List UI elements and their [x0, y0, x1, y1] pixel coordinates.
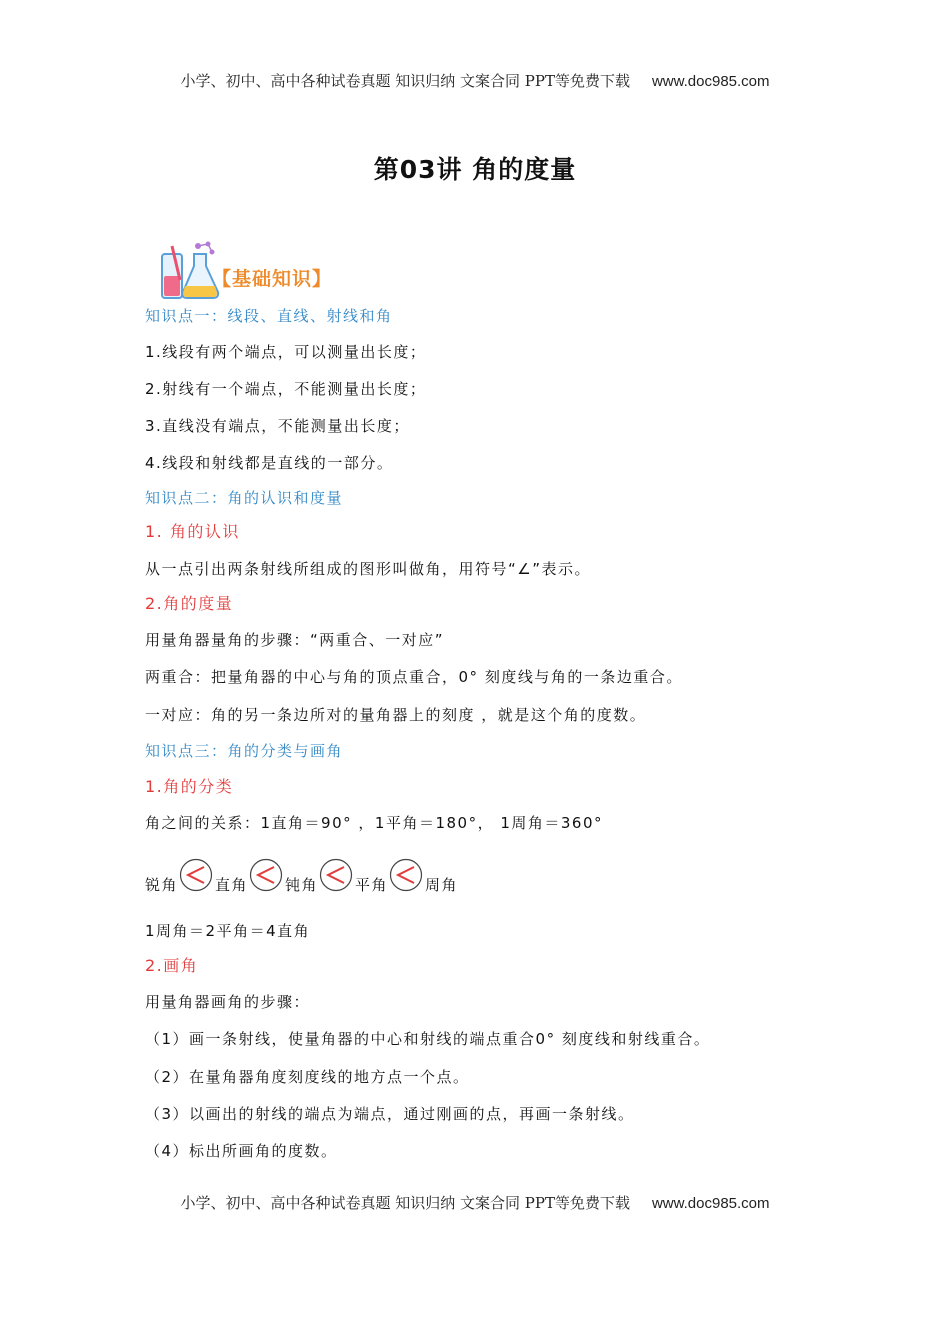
draw-step: （4）标出所画角的度数。: [145, 1142, 338, 1160]
measure-steps: 用量角器量角的步骤：“两重合、一对应”: [145, 631, 445, 649]
k2-sub2: 2.角的度量: [145, 594, 234, 613]
two-coincide: 两重合：把量角器的中心与角的顶点重合，0° 刻度线与角的一条边重合。: [145, 668, 683, 686]
k1-item: 3.直线没有端点，不能测量出长度；: [145, 417, 410, 435]
basic-knowledge-header: [158, 240, 398, 302]
footer-banner: [0, 1192, 950, 1213]
less-than-icon: [249, 858, 283, 892]
angle-straight: 平角: [355, 876, 389, 894]
k2-heading: 知识点二：角的认识和度量: [145, 489, 344, 507]
angle-definition: 从一点引出两条射线所组成的图形叫做角，用符号“∠”表示。: [145, 560, 591, 578]
less-than-icon: [179, 858, 213, 892]
page-title: 第03讲 角的度量: [373, 155, 577, 184]
basic-knowledge-label: 【基础知识】: [212, 268, 333, 290]
banner-text: 小学、初中、高中各种试卷真题 知识归纳 文案合同 PPT等免费下载: [180, 72, 630, 90]
header-banner: [0, 70, 950, 91]
k3-sub2: 2.画角: [145, 956, 199, 975]
k3-heading: 知识点三：角的分类与画角: [145, 742, 344, 760]
k3-sub1: 1.角的分类: [145, 777, 234, 796]
k2-sub1: 1. 角的认识: [145, 522, 240, 541]
angle-order-row: [145, 858, 545, 898]
k1-item: 2.射线有一个端点，不能测量出长度；: [145, 380, 427, 398]
k1-heading: 知识点一：线段、直线、射线和角: [145, 307, 393, 325]
draw-intro: 用量角器画角的步骤：: [145, 993, 311, 1011]
angle-equality: 1周角＝2平角＝4直角: [145, 922, 311, 940]
banner-text: 小学、初中、高中各种试卷真题 知识归纳 文案合同 PPT等免费下载: [180, 1194, 630, 1212]
k1-item: 4.线段和射线都是直线的一部分。: [145, 454, 394, 472]
angle-relation: 角之间的关系：1直角＝90° ，1平角＝180°， 1周角＝360°: [145, 814, 604, 832]
angle-obtuse: 钝角: [285, 876, 319, 894]
k1-item: 1.线段有两个端点，可以测量出长度；: [145, 343, 427, 361]
draw-step: （2）在量角器角度刻度线的地方点一个点。: [145, 1068, 470, 1086]
angle-right: 直角: [215, 876, 249, 894]
less-than-icon: [389, 858, 423, 892]
banner-site[interactable]: www.doc985.com: [651, 73, 770, 90]
less-than-icon: [319, 858, 353, 892]
draw-step: （1）画一条射线，使量角器的中心和射线的端点重合0° 刻度线和射线重合。: [145, 1030, 711, 1048]
banner-site[interactable]: www.doc985.com: [651, 1195, 770, 1212]
angle-full: 周角: [425, 876, 459, 894]
draw-step: （3）以画出的射线的端点为端点，通过刚画的点，再画一条射线。: [145, 1105, 635, 1123]
one-correspond: 一对应：角的另一条边所对的量角器上的刻度 ，就是这个角的度数。: [145, 706, 647, 724]
angle-acute: 锐角: [145, 876, 179, 894]
